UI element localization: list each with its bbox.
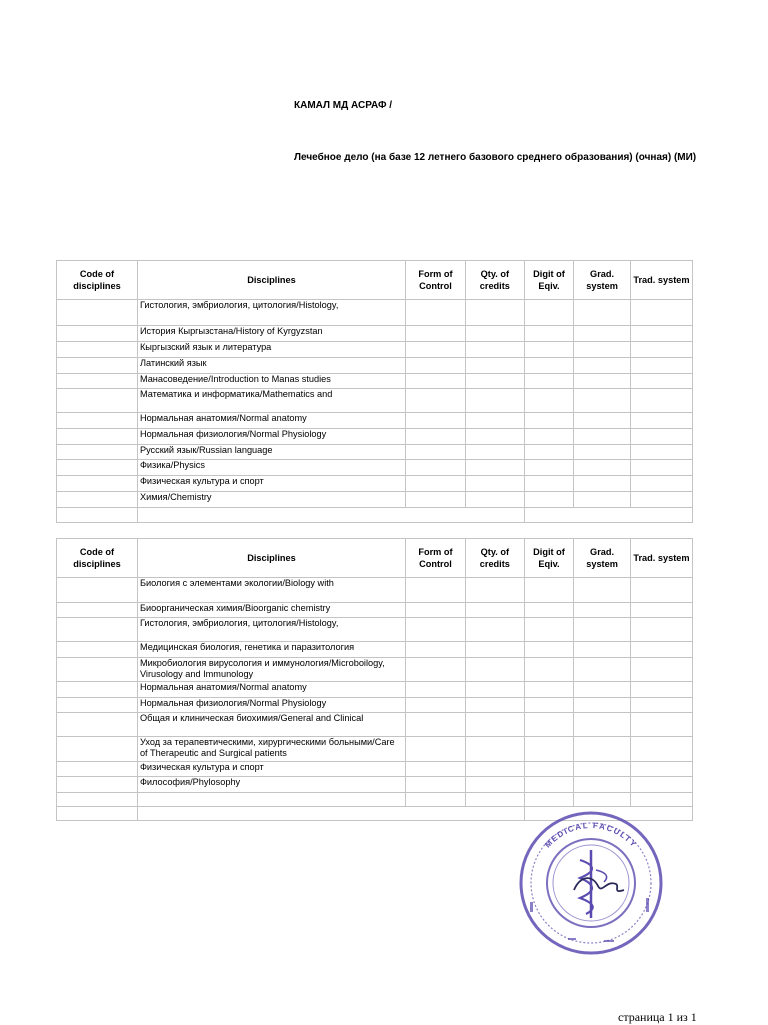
discipline-cell: Кыргызский язык и литература	[137, 342, 405, 358]
discipline-cell: Общая и клиническая биохимия/General and Clinical	[137, 713, 405, 737]
svg-text:MEDICAL FACULTY: MEDICAL FACULTY	[543, 820, 639, 850]
header-disciplines: Disciplines	[137, 261, 405, 300]
table-header-row	[57, 539, 693, 578]
header-disciplines: Disciplines	[137, 539, 405, 578]
student-name: КАМАЛ МД АСРАФ /	[294, 100, 393, 111]
discipline-cell: Медицинская биология, генетика и паразитология	[137, 642, 405, 658]
discipline-cell: Математика и информатика/Mathematics and	[137, 389, 405, 413]
discipline-cell: Гистология, эмбриология, цитология/Histology,	[137, 618, 405, 642]
table-row	[57, 698, 693, 713]
table-row	[57, 300, 693, 326]
table-row	[57, 603, 693, 618]
table-row	[57, 762, 693, 777]
table-row	[57, 389, 693, 413]
table-row	[57, 326, 693, 342]
medical-faculty-seal-icon	[516, 810, 666, 956]
header-trad: Trad. system	[630, 261, 692, 300]
table-row	[57, 342, 693, 358]
grades-table-2	[56, 538, 693, 821]
table-row	[57, 713, 693, 737]
discipline-cell: Уход за терапевтическими, хирургическими больными/Care of Therapeutic and Surgical patients	[137, 737, 405, 762]
table-row	[57, 578, 693, 603]
header-code: Code of disciplines	[57, 261, 138, 300]
discipline-cell: Биоорганическая химия/Bioorganic chemistry	[137, 603, 405, 618]
table-row	[57, 492, 693, 508]
discipline-cell: Биология с элементами экологии/Biology with	[137, 578, 405, 603]
table-row	[57, 476, 693, 492]
discipline-cell: Философия/Phylosophy	[137, 777, 405, 793]
table-row	[57, 618, 693, 642]
header-code: Code of disciplines	[57, 539, 138, 578]
table-row	[57, 445, 693, 460]
table-row	[57, 737, 693, 762]
header-qty: Qty. of credits	[465, 539, 524, 578]
header-trad: Trad. system	[630, 539, 692, 578]
discipline-cell: Микробиология вирусология и иммунология/Microboilogy, Virusology and Immunology	[137, 658, 405, 682]
discipline-cell: Нормальная физиология/Normal Physiology	[137, 698, 405, 713]
header-digit: Digit of Eqiv.	[524, 261, 573, 300]
table-row	[57, 642, 693, 658]
table-summary-row	[57, 508, 693, 523]
header-digit: Digit of Eqiv.	[524, 539, 573, 578]
header-form: Form of Control	[406, 539, 466, 578]
discipline-cell: Гистология, эмбриология, цитология/Histology,	[137, 300, 405, 326]
discipline-cell: Физическая культура и спорт	[137, 762, 405, 777]
discipline-cell: Физика/Physics	[137, 460, 405, 476]
table-row	[57, 793, 693, 807]
table-row	[57, 374, 693, 389]
table-header-row	[57, 261, 693, 300]
table-row	[57, 658, 693, 682]
header-form: Form of Control	[406, 261, 466, 300]
table-row	[57, 460, 693, 476]
table-row	[57, 429, 693, 445]
header-grad: Grad. system	[574, 539, 631, 578]
grades-table-1	[56, 260, 693, 523]
page-number: страница 1 из 1	[618, 1010, 697, 1024]
discipline-cell: Нормальная физиология/Normal Physiology	[137, 429, 405, 445]
discipline-cell: Латинский язык	[137, 358, 405, 374]
discipline-cell: Русский язык/Russian language	[137, 445, 405, 460]
discipline-cell: Физическая культура и спорт	[137, 476, 405, 492]
table-row	[57, 358, 693, 374]
header-grad: Grad. system	[574, 261, 631, 300]
table-row	[57, 682, 693, 698]
discipline-cell: Манасоведение/Introduction to Manas studies	[137, 374, 405, 389]
table-row	[57, 777, 693, 793]
discipline-cell: Нормальная анатомия/Normal anatomy	[137, 682, 405, 698]
discipline-cell: Химия/Chemistry	[137, 492, 405, 508]
discipline-cell: Нормальная анатомия/Normal anatomy	[137, 413, 405, 429]
header-qty: Qty. of credits	[465, 261, 524, 300]
table-row	[57, 413, 693, 429]
program-title: Лечебное дело (на базе 12 летнего базового среднего образования) (очная) (МИ)	[294, 152, 697, 163]
discipline-cell: История Кыргызстана/History of Kyrgyzstan	[137, 326, 405, 342]
